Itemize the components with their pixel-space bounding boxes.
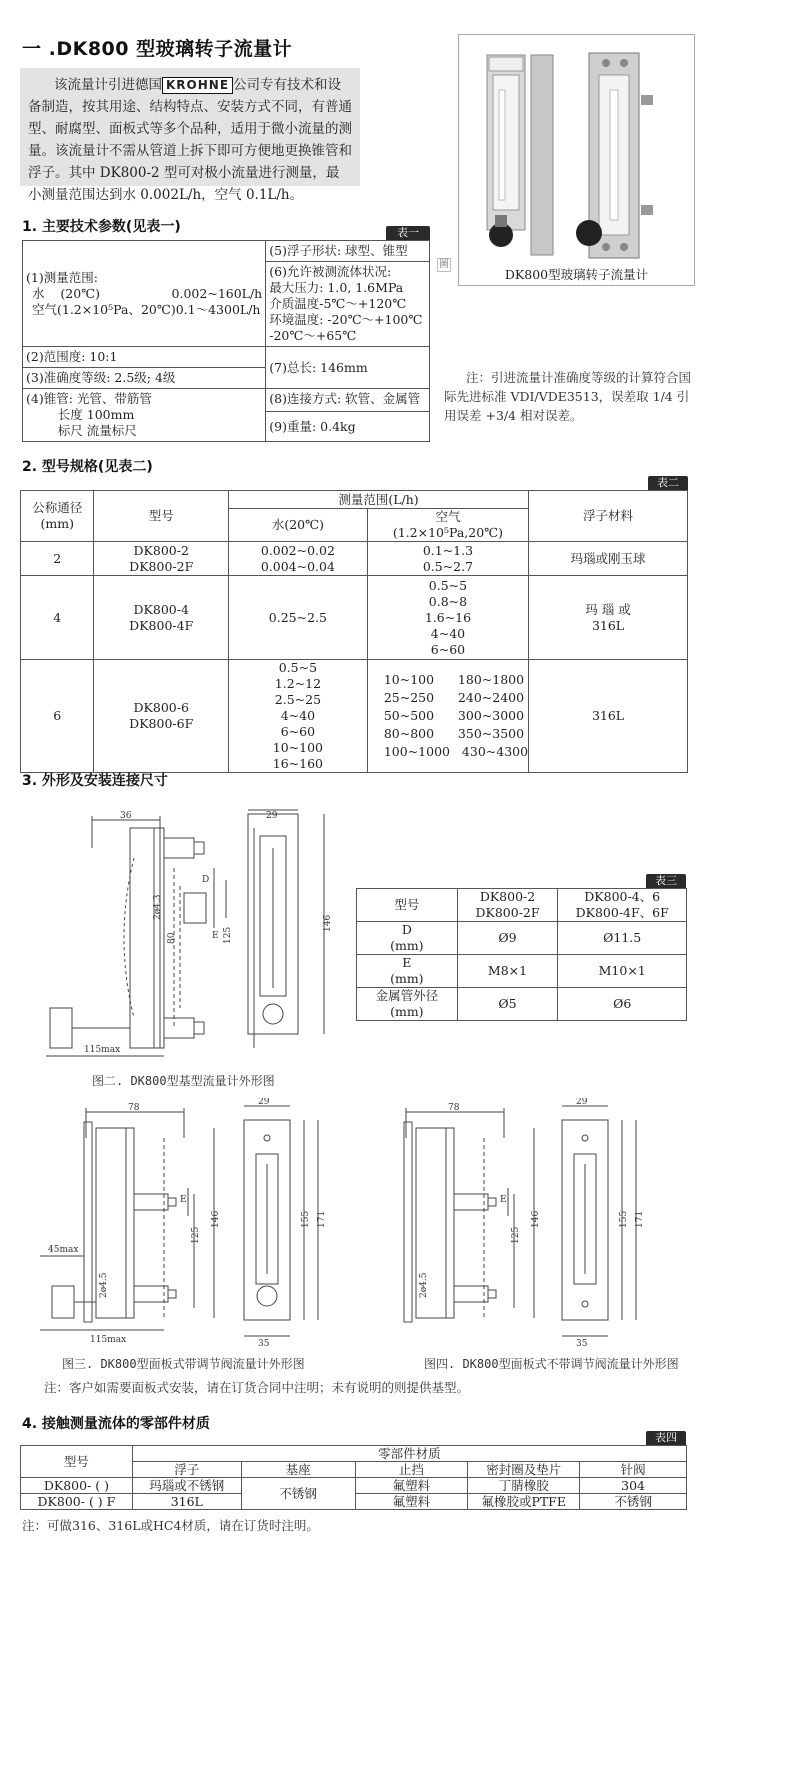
dim-pipe-label: 金属管外径 (mm) bbox=[357, 988, 458, 1021]
col-air: 空气 (1.2×10⁵Pa,20℃) bbox=[367, 509, 528, 542]
fig3-dim-146: 146 bbox=[211, 1210, 221, 1228]
spec-table bbox=[22, 240, 430, 442]
fig2-dim-d43: 2ø4.3 bbox=[153, 894, 163, 920]
col-range: 测量范围(L/h) bbox=[228, 491, 528, 509]
fig3-dim-45: 45max bbox=[48, 1245, 79, 1255]
fig2-dim-80: 80 bbox=[167, 932, 177, 944]
material-note: 注：可做316、316L或HC4材质，请在订货时注明。 bbox=[22, 1518, 319, 1533]
dim-e-b: M10×1 bbox=[558, 955, 687, 988]
row1-water: 0.002~0.02 0.004~0.04 bbox=[228, 542, 367, 576]
mat-h-float: 浮子 bbox=[132, 1462, 241, 1478]
spec-connect: (8)连接方式: 软管、金属管 bbox=[266, 389, 430, 412]
table-row bbox=[21, 542, 688, 576]
table4-tag: 表四 bbox=[646, 1431, 686, 1445]
col-material: 浮子材料 bbox=[529, 491, 688, 542]
mat-r1-valve: 304 bbox=[580, 1478, 687, 1494]
fig4-dim-e: E bbox=[500, 1195, 507, 1205]
mat-h-base: 基座 bbox=[241, 1462, 355, 1478]
mat-r2-stop: 氟塑料 bbox=[355, 1494, 468, 1510]
fig2-dim-146: 146 bbox=[323, 914, 333, 932]
dim-h-model: 型号 bbox=[357, 889, 458, 922]
fig2-dim-36: 36 bbox=[120, 811, 132, 821]
fig2-dim-d: D bbox=[202, 875, 210, 885]
dim-d-b: Ø11.5 bbox=[558, 922, 687, 955]
spec-range-cell bbox=[23, 241, 266, 347]
row3-dn: 6 bbox=[21, 660, 94, 773]
dimension-table bbox=[356, 888, 687, 1021]
fig2-dim-125: 125 bbox=[223, 926, 233, 944]
fig4-dim-125: 125 bbox=[511, 1226, 521, 1244]
photo-caption: DK800型玻璃转子流量计 bbox=[504, 267, 649, 282]
spec-range-water: 水 (20℃) 0.002~160L/h bbox=[32, 285, 263, 301]
intro-text-after: 公司专有技术和设备制造，按其用途、结构特点、安装方式不同，有普通型、耐腐型、面板式等多个品种，适用于微小流量的测量。该流量计不需从管道上拆下即可方便地更换锥管和浮子。其中 DK800-2 型可对极小流量进行测量，最小测量范围达到水 0.002L/h，空气 0.1L/h。 bbox=[28, 77, 352, 203]
fig3-dim-155: 155 bbox=[301, 1210, 311, 1228]
spec-range-air: 空气(1.2×10⁵Pa、20℃)0.1～4300L/h bbox=[32, 301, 261, 317]
mat-r2-valve: 不锈钢 bbox=[580, 1494, 687, 1510]
section1-title: 1. 主要技术参数(见表一) bbox=[22, 219, 181, 235]
fig2-dim-29: 29 bbox=[266, 811, 278, 821]
fig3-dim-125: 125 bbox=[191, 1226, 201, 1244]
photo-mark-icon: 圖 bbox=[439, 259, 449, 270]
mat-h-parts: 零部件材质 bbox=[132, 1446, 686, 1462]
flowmeter-photo-image bbox=[459, 35, 694, 260]
spec-range-title: (1)测量范围: bbox=[26, 269, 98, 285]
spec-length: (7)总长: 146mm bbox=[266, 347, 430, 389]
row3-model: DK800-6 DK800-6F bbox=[94, 660, 228, 773]
spec-note: 注：引进流量计准确度等级的计算符合国际先进标准 VDI/VDE3513，误差取 1/4 引用误差 +3/4 相对误差。 bbox=[444, 370, 692, 423]
section3-title: 3. 外形及安装连接尺寸 bbox=[22, 773, 168, 789]
col-dn: 公称通径 (mm) bbox=[21, 491, 94, 542]
table1-tag: 表一 bbox=[386, 226, 430, 240]
row3-water: 0.5~5 1.2~12 2.5~25 4~40 6~60 10~100 16~160 bbox=[228, 660, 367, 773]
row1-air: 0.1~1.3 0.5~2.7 bbox=[367, 542, 528, 576]
spec-fluid: (6)允许被测流体状况: 最大压力: 1.0, 1.6MPa 介质温度-5℃～+120℃ 环境温度: -20℃～+100℃ -20℃～+65℃ bbox=[266, 262, 430, 347]
row3-material: 316L bbox=[529, 660, 688, 773]
dim-h-b: DK800-4、6 DK800-4F、6F bbox=[558, 889, 687, 922]
fig4-drawing bbox=[384, 1098, 694, 1348]
fig3-dim-115: 115max bbox=[90, 1335, 127, 1345]
fig4-dim-171: 171 bbox=[635, 1210, 645, 1228]
fig3-dim-d45: 2ø4.5 bbox=[99, 1272, 109, 1298]
spec-cone: (4)锥管: 光管、带筋管 长度 100mm 标尺 流量标尺 bbox=[23, 389, 266, 442]
model-table bbox=[20, 490, 688, 773]
dim-h-a: DK800-2 DK800-2F bbox=[457, 889, 558, 922]
col-water: 水(20℃) bbox=[228, 509, 367, 542]
fig3-dim-35: 35 bbox=[258, 1339, 270, 1348]
fig4-dim-146: 146 bbox=[531, 1210, 541, 1228]
dim-d-a: Ø9 bbox=[457, 922, 558, 955]
table-row bbox=[21, 576, 688, 660]
table-row bbox=[21, 660, 688, 773]
fig3-caption: 图三. DK800型面板式带调节阀流量计外形图 bbox=[62, 1357, 305, 1371]
dim-e-label: E (mm) bbox=[357, 955, 458, 988]
spec-float: (5)浮子形状: 球型、锥型 bbox=[266, 241, 430, 262]
table-row bbox=[357, 988, 687, 1021]
page-title: 一 .DK800 型玻璃转子流量计 bbox=[22, 38, 293, 60]
dim-e-a: M8×1 bbox=[457, 955, 558, 988]
mat-r1-float: 玛瑙或不锈钢 bbox=[132, 1478, 241, 1494]
mat-r2-seal: 氟橡胶或PTFE bbox=[468, 1494, 580, 1510]
table3-tag: 表三 bbox=[646, 874, 686, 888]
fig2-dim-e: E bbox=[212, 931, 219, 941]
spec-weight: (9)重量: 0.4kg bbox=[266, 412, 430, 442]
mat-r1-seal: 丁腈橡胶 bbox=[468, 1478, 580, 1494]
mat-h-model: 型号 bbox=[21, 1446, 133, 1478]
row2-water: 0.25~2.5 bbox=[228, 576, 367, 660]
dim-pipe-b: Ø6 bbox=[558, 988, 687, 1021]
col-model: 型号 bbox=[94, 491, 228, 542]
dim-pipe-a: Ø5 bbox=[457, 988, 558, 1021]
mat-h-stop: 止挡 bbox=[355, 1462, 468, 1478]
section2-title: 2. 型号规格(见表二) bbox=[22, 459, 153, 475]
material-table bbox=[20, 1445, 687, 1510]
row2-dn: 4 bbox=[21, 576, 94, 660]
fig4-dim-155: 155 bbox=[619, 1210, 629, 1228]
mat-h-seal: 密封圈及垫片 bbox=[468, 1462, 580, 1478]
mat-h-valve: 针阀 bbox=[580, 1462, 687, 1478]
row1-dn: 2 bbox=[21, 542, 94, 576]
row2-air: 0.5~5 0.8~8 1.6~16 4~40 6~60 bbox=[367, 576, 528, 660]
mat-r1-stop: 氟塑料 bbox=[355, 1478, 468, 1494]
fig3-dim-171: 171 bbox=[317, 1210, 327, 1228]
table-row bbox=[357, 955, 687, 988]
dim-d-label: D (mm) bbox=[357, 922, 458, 955]
intro-text-before: 该流量计引进德国 bbox=[54, 77, 162, 93]
intro-paragraph bbox=[20, 68, 360, 203]
fig4-dim-78: 78 bbox=[448, 1103, 460, 1113]
table-row bbox=[357, 922, 687, 955]
fig2-caption: 图二. DK800型基型流量计外形图 bbox=[92, 1074, 275, 1088]
row3-air: 10~100 180~1800 25~250 240~2400 50~500 300~3000 80~800 350~3500 100~1000 430~4300 bbox=[367, 660, 528, 773]
spec-accuracy: (3)准确度等级: 2.5级; 4级 bbox=[23, 368, 266, 389]
section4-title: 4. 接触测量流体的零部件材质 bbox=[22, 1416, 210, 1432]
fig3-dim-29: 29 bbox=[258, 1098, 270, 1107]
fig4-dim-35: 35 bbox=[576, 1339, 588, 1348]
fig4-caption: 图四. DK800型面板式不带调节阀流量计外形图 bbox=[424, 1357, 679, 1371]
table-row bbox=[21, 1478, 687, 1494]
fig3-dim-78: 78 bbox=[128, 1103, 140, 1113]
row2-model: DK800-4 DK800-4F bbox=[94, 576, 228, 660]
spec-ratio: (2)范围度: 10:1 bbox=[23, 347, 266, 368]
mat-r2-model: DK800- ( ) F bbox=[21, 1494, 133, 1510]
row1-model: DK800-2 DK800-2F bbox=[94, 542, 228, 576]
fig3-drawing bbox=[34, 1098, 344, 1348]
fig4-dim-29: 29 bbox=[576, 1098, 588, 1107]
row1-material: 玛瑙或刚玉球 bbox=[529, 542, 688, 576]
row2-material: 玛 瑙 或 316L bbox=[529, 576, 688, 660]
fig3-dim-e: E bbox=[180, 1195, 187, 1205]
fig2-dim-115: 115max bbox=[84, 1045, 121, 1055]
mat-r1-model: DK800- ( ) bbox=[21, 1478, 133, 1494]
product-photo bbox=[458, 34, 695, 286]
table2-tag: 表二 bbox=[648, 476, 688, 490]
install-note: 注：客户如需要面板式安装，请在订货合同中注明；未有说明的则提供基型。 bbox=[44, 1380, 470, 1395]
mat-base: 不锈钢 bbox=[241, 1478, 355, 1510]
fig2-drawing bbox=[34, 808, 344, 1068]
fig4-dim-d45: 2ø4.5 bbox=[419, 1272, 429, 1298]
mat-r2-float: 316L bbox=[132, 1494, 241, 1510]
krohne-logo: KROHNE bbox=[162, 77, 233, 94]
